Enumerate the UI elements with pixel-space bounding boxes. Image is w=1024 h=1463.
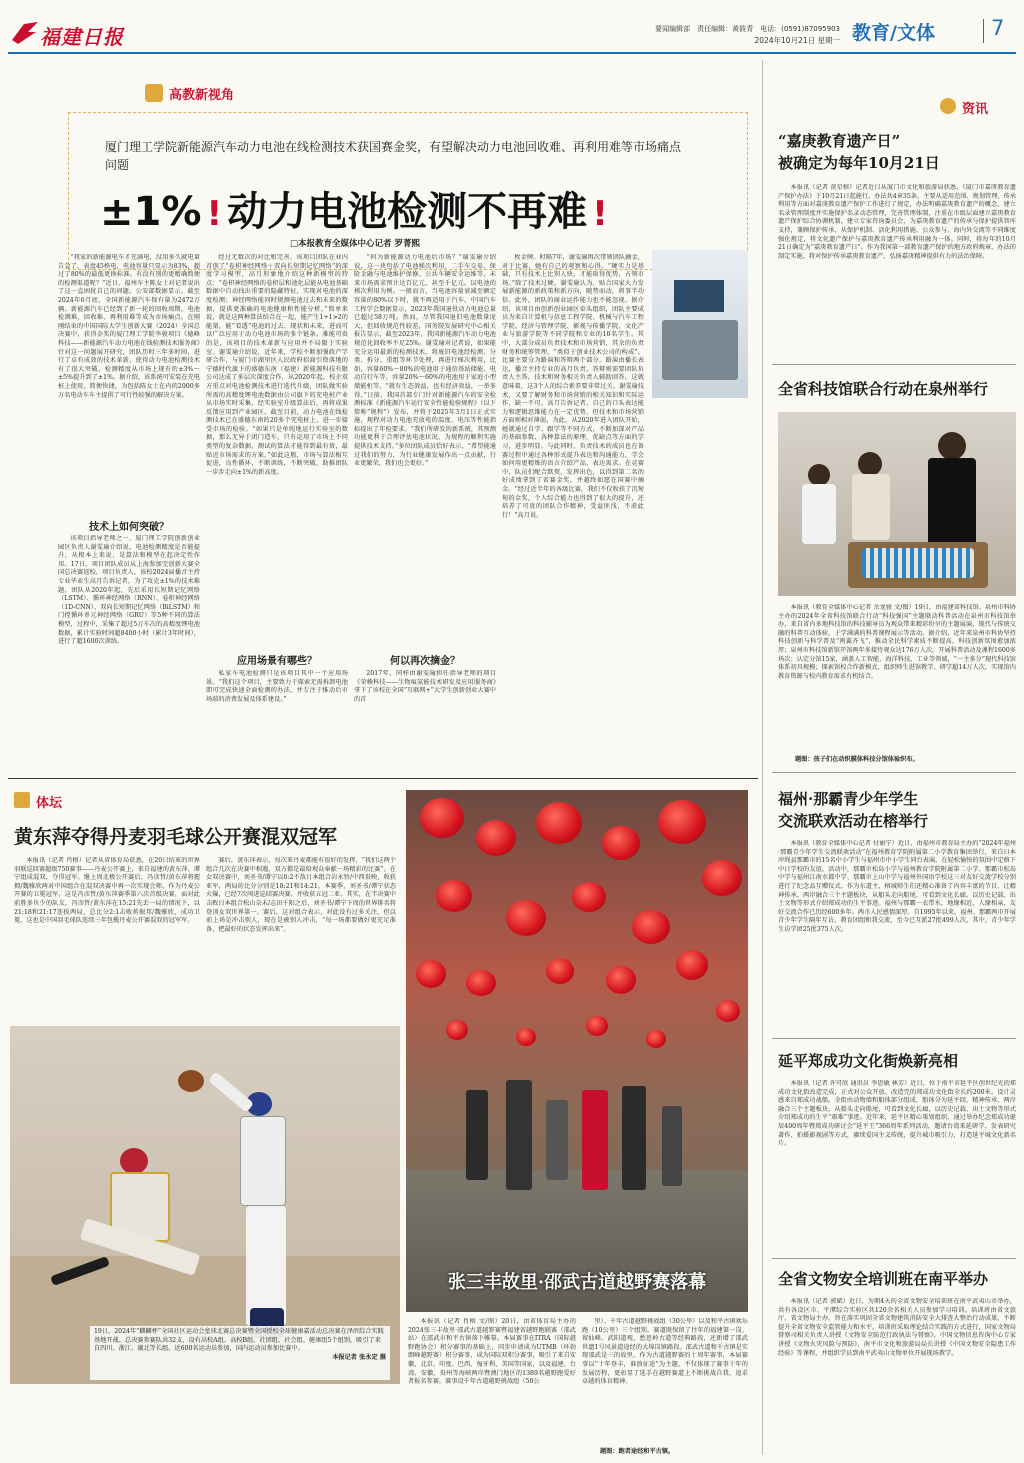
section-label: 教育/文体 (852, 22, 935, 44)
lead-col1-heading: 技术上如何突破？ (89, 522, 169, 533)
lead-section-tag-text: 高教新视角 (169, 88, 235, 103)
masthead-rule (8, 52, 1016, 54)
sports-col1-text: 本报讯（记者 肖榕）记者从省体育局获悉，在20日结束的世界羽联巡回赛超级750赛事——丹麦公开赛上，来自福建的黄东萍、谭宁组成混双，夺得冠军。继上周北极公开赛后，冯彦哲/黄东萍将握拥/魏雅欣两对中国组合在混双决赛中再一次实现会师。作为丹麦公开赛的卫冕冠军，这是冯彦哲/黄东萍赛季第六次首级决赛，面对此前胜多负少的队友，冯彦哲/黄东萍在15:21先丢一局的情况下，以21:18和21:17连扳两局，总比分2:1击败蒋振邦/魏雅欣，成功卫冕，这也是中国羽毛球队连续三年包揽丹麦公开赛混双的冠军军。 (14, 857, 200, 925)
lantern (546, 958, 574, 984)
sports-col2-text: 赛后，黄东萍表示，每次来丹麦都能有很好的发挥，“我们这两个组合几次在决赛中相遇，双方都是最给观众奉献一场精彩的比赛”。在女双决赛中，刘圣书/谭宁以0:2不敌日本组合岩永铃/中西贵映，收获亚军，两局的比分分别是18:21和14:21。本赛季，刘圣书/谭宁状态火爆，已经7次闯进巡回赛决赛，并收获五冠二亚。其实，在半决赛中击败日本组合松山奈未/志田千阳之后，刘圣书/谭宁下周的世界排名将登顶女双世界第一。赛后，这对组合表示，对此没有过多关注，但以前上场是冲击别人，现在是被别人冲击，“每一场都要做好更充足准备，把最好的状态发挥出来”。 (206, 857, 396, 933)
lantern (658, 800, 706, 844)
runner (662, 1106, 682, 1186)
lead-col1b (58, 535, 200, 745)
runner-helmet (120, 1148, 148, 1174)
lead-headline (100, 180, 660, 235)
trail-col2-text: 里）、千年古道越野挑战组（30公里）以及和平古镇欢乐跑（10公里）三个组别。赛道既保留了往年的福建第一岗、留仙峰、武阳道观、愁思岭古道等经典路段，还新增了邵武世遗1号风景道途经的大埠岗镇路段。邵武古道和千古镇是实现邵武是三的故里，作为古道越野赛的十周年赛事，本届赛事以“十年登丰，谁浪征途”为主题，不仅体现了赛事十年的发展历程，更彰显了选手在越野赛道上不断挑战自我、追求卓越的体育精神。 (582, 1318, 748, 1386)
news-a2-body (778, 604, 1016, 754)
news-rule-4 (772, 1258, 1016, 1259)
news-a5-body (778, 1298, 1016, 1458)
lantern (676, 950, 708, 980)
page-number: 7 (991, 16, 1005, 40)
child-head (858, 452, 882, 476)
lantern (476, 820, 516, 856)
lead-col2-heading: 应用场景有哪些？ (237, 656, 317, 667)
sports-col1 (14, 857, 200, 1022)
baseball-caption (90, 1326, 390, 1380)
lead-col4 (502, 254, 644, 744)
trail-headline: 张三丰故里·邵武古道越野赛落幕 (447, 1272, 707, 1293)
news-a5-title: 全省文物安全培训班在南平举办 (778, 1270, 989, 1288)
lead-col2 (206, 254, 348, 646)
lead-col2-text: 经过无数次的对比和完善，该项目团队在业内首创了“卷积神经网络＋双向长短期记忆网络”的深度学习模型，高月形象地介绍这种新模型的特点：“卷积神经网络的卷积层和池化层能从电池基础数据中自动找出重要的隐藏特征，实现对电池的深度检测；神经网络能同时规测电池过去和未来的数据，提供更准确的电池健康和性能分析。”简单来说，就是这两种算法结合在一起，能产生1+1>2的能量，能“看透”电池的过去、现状和未来，进而可以广泛应用于动力电池市场的多个链条。难能可贵的是，该项目的技术革新与应用并不局限于实验室。谢雯瑜介绍说，近年来，学校不断加强政产学研合作，与厦门市湖里区人民政府招商引资落地的宁德时代旗下的盛德东南（福建）新能源科技有限公司达成了多层次深度合作，从2020年起，校企双方重点对电池检测技术进行选代升级，团队做实验所需的高精度锂电池数据由公司旗下的充电桩产业从市场实时采集，经实验室升级算法后，再将成果反馈应用到产业园区。截至目前，动力电池在线检测技术已在盛德东南的20多个充电桩上，进一步接受市场的检验。“如果只是单纯地运行实验室的数据，那么无异于闭门造车，只有运用了市场上不同类型的复杂数据，测试的算法才能得到最有效，最贴近市场需求的方案。”如此这般，市场与算法相互促进，良性循环，不断训练，不断突破，助推团队一步步走向±1%的新高度。 (206, 254, 348, 476)
lead-divider (8, 778, 758, 779)
lead-col2b-text: 私家车电池检测只是该项目其中一个应用场景。“我们这个项目，主要致力于探索无需拆卸电池即可完成快速全面检测的办法，并专注于推动后市场端的消费发展及体系建设。” (206, 670, 348, 703)
lantern (602, 826, 640, 860)
news-a3-title-2: 交流联欢活动在榕举行 (778, 812, 929, 830)
lantern (632, 910, 670, 944)
news-a2-body-text: 本报讯（教育全媒体中心记者 余龙骏 文/图）19日，由福建省科技馆、泉州市科协主办的2024年全省科技馆联合行动“科技强国”主题联动科普活动在泉州市科技馆举办，来自省内多地科技馆的科技辅导员为观众带来精彩纷呈的主题展演，现代与传统交融的科普互动体验，于学满满的科普课程展示等活动。据介绍，近年来泉州市科协坚持科技创新与科学普及“两翼齐飞”，推动全民科学素质不断提高，科技创新氛围愈加浓厚；泉州市科技馆新馆开馆两年多接待观众达176万人次，开展科普活动及课程1600多场次；认定分馆15家，涵盖人工智能、海洋科技、工业等领域，“一主多分”现代科技馆体系初具规模；探索馆校合作新模式，组织师生进馆教学、研学超14万人次，实现馆内教育资源与校内教育需求有机结合。 (778, 604, 1016, 680)
trail-caption: 题图：跑者途经和平古镇。 (600, 1448, 675, 1455)
headline-prefix: ±1% (100, 189, 202, 235)
headline-bang-2: ! (592, 194, 608, 234)
adult (928, 458, 976, 548)
lantern (506, 900, 546, 936)
lantern (716, 1000, 740, 1022)
child (802, 484, 836, 544)
news-a4-body-text: 本报讯（记者 许可欣 通讯员 李思敏 林芳）近日，位于南平市延平区创世纪光的郑成功文化街改造完成，正式对公众开放。改造完的郑成功文化街全长约200米，设计灵感来自郑成功战船。全街由动物墙和船体部分组成，船体分为延平回，精神传承、两岸融合三个主题板块，从船头走向船尾，可看到文化长廊，以历史记载、出土文物等形式介绍郑成功的生平“艰难”事迹。近年来，延平区精心策划组织，通过举办纪念郑成功诞辰400周年暨郑成功研讨会“延平王”366周年系列活动，邀请台湾来延研学、发表研究著作、拍摄影视剧等方式，赓续爱国主义传统，提升城市吸引力，打造延平城文化新名片。 (778, 1080, 1016, 1148)
baseball-photo (10, 1026, 400, 1384)
news-a2-caption: 题图：孩子们在动织膜体科技分馆体验织布。 (795, 756, 919, 763)
adult-head (938, 432, 966, 460)
news-a3-body (778, 840, 1016, 1030)
page-divider (983, 19, 984, 43)
baseball-caption-text: 19日，2024年“麒麟杯”全国社区运动会垒球北赛总决赛暨全国授校全球健康嘉活动总决赛在泽滨综合实践基地开战。总决赛参赛队共32支，设有高校A组、高校B组、社团组、社会组、健康组5个组别，吸引了来自四川、浙江、湖北等长组，近600名运动员参加，国内运动员参加比赛中。 (94, 1328, 384, 1353)
lantern (466, 970, 496, 996)
book-icon (145, 84, 163, 102)
lead-col1-text: “我家的新能源电车才充满电，没用多久就电量告急了，表盘45格电，电池容量只显示为83%，超过了80%的最低更换标准。有没有别的更精确简便的检测渠道呢？”近日，福州车主陈女士对记者说出了这一直困扰自己的问题。公安部数据显示，截至2024年6月底，全国新能源汽车保有量为2472万辆。新能源汽车已经到了新一轮的回收周期，电池检测难、回收难、再利用难等成为市场痛点。在刚刚结束的中国国际大学生创新大赛（2024）全国总决赛中，获得金奖的厦门理工学院李骏项目《德峰科技——新能源汽车动力电池在线检测技术服务商》针对这一问题展开研究，团队历时三年多时间，进行了卓有成效的技术革新，使得动力电池检测技术有了很大突破，检测精度从市场上现有的±3%～±5%提升到了±1%。据介绍，该系统可安装在充电桩上使用，简便快捷，为包括陈女士在内的2000多万名电动车车主提供了可行性较强的解决方案。 (58, 254, 200, 399)
sports-col2 (206, 857, 396, 1022)
news-a3-title-1: 福州·那霸青少年学生 (778, 790, 919, 808)
logo-text: 福建日报 (40, 25, 124, 49)
lantern (646, 1030, 666, 1048)
lantern (436, 880, 472, 912)
lead-col4-text: 枚金牌。时隔7年，谢雯瑜再次带领团队摘金，对于比赛，她有自己的观察和心得。“硬实力是基础，只有技术上比别人快，才能取得优势，占领市场。”除了技术过硬，谢雯瑜认为，贴合国家大力发展新能源的新政策和新方向，随势而动，将事半功倍。此外，团队的商业运作能力也不能忽视。据介绍，该项目由创新创业园区牵头组织，团队主要成员为来自计算机与信息工程学院、机械与汽车工程学院、经济与管理学院、影视与传播学院、文化产业与旅游学院等不同学院和专业的10名学生。其中，大部分成员负责技术和市场营销，其余的负责财务和统筹管理，“类似于创业技术公司的构成”。比赛主要分为路演和答辩两个部分，路演由播长表达，播音主持专业的高月负责，答辩则需要团队负责人主答，技术和财务相关负责人辅助回答。这就意味着，这3个人的综合素养要非常过关。谢雯瑜技术，又要了解财务和市场营销的相关知识和实际运作，缺一不可。高月告诉记者，自己的口头表达能力和逻辑思维能力在一定优势，但技术和市场营销方面则相对薄弱，为此，从2020年进入团队开始，她就通过自学、跟学等不同方式，不断加深对产品的基础参数、各种算法的原理，优缺点等方面的学习，进步明显。与此同时，负责技术的成员也在备赛过程中通过各种形式提升表达和沟通能力，学会如何用更精炼的语言介绍产品，表达需求。在竞赛中，队员们配合默契，发挥出色，以得到第二名的好成绩拿到了省赛金奖，并越终如愿在国赛中摘金。“经过近半年的各级比赛，我们不仅收获了沉甸甸的金奖，个人综合能力也得到了很大的提升，还培养了可贵的团队合作精神，受益匪浅，不虚此行！”高月说。 (502, 254, 644, 519)
sports-section-tag-text: 体坛 (36, 796, 63, 811)
fielder-body (240, 1116, 286, 1206)
runner (582, 1090, 608, 1190)
trail-col1 (408, 1318, 576, 1458)
date-line: 2024年10月21日 星期一 (754, 36, 840, 45)
lantern (516, 1028, 536, 1046)
lantern (536, 802, 582, 844)
news-a3-title (778, 788, 1016, 832)
lantern (606, 966, 636, 994)
child-head (808, 464, 830, 486)
trophy-icon (14, 792, 30, 808)
news-rule-1 (772, 364, 1016, 365)
fielder-arm (208, 1071, 254, 1112)
lantern (416, 960, 446, 988)
headline-main: 动力电池检测不再难 (227, 189, 588, 235)
science-museum-photo (778, 412, 1016, 596)
trail-photo (406, 790, 748, 1312)
baseball-credit: 本报记者 张永定 摄 (332, 1353, 386, 1361)
news-a4-body (778, 1080, 1016, 1250)
lead-col1b-text: 该项目指导老师之一、厦门理工学院创新创业园区负责人谢雯瑜介绍说，电池检测精度是否能提升，从根本上来说，是算法和模型在起决定性作用。17日，项目团队成员从上海参加完创新大赛全国总决赛返校，项目负责人、该校2024届播音主持专业毕业生高月告诉记者，为了攻克±1%的技术难题，团队从2020年起，先后采用长短期记忆网络（LSTM）、循环神经网络（RNN）、卷积神经网络（1D-CNN）、双向长短期记忆网络（BiLSTM）和门控循环单元神经网络（GRU）等5种不同的算法模型，过程中，采集了超过5万车次的高精度锂电池数据，累计实验时间超8400小时（累计3年时间），进行了超1600次训练。 (58, 535, 200, 646)
masthead (0, 0, 1024, 52)
lead-subtitle: 厦门理工学院新能源汽车动力电池在线检测技术获国赛金奖，有望解决动力电池回收难、再利用难等市场痛点问题 (105, 140, 682, 172)
lantern (420, 798, 464, 838)
lead-col3-text: “何为新能源动力电池后市场？”谢雯瑜介绍说，这一块包括了电池梯次利用、二手车交易、保险金融与电池维护保修、公共车辆安全运维等，未来市场需求预计达百亿元，甚至千亿元。以电池的梯次利用为例。一般而言，当电池容量衰减至额定容量的80%以下时，就不再适用于汽车。中国汽车工程学会数据显示，2023年我国退役动力电池总量已超过58万吨。然而，尽管我国退旧电池数量庞大，但回收规范性较差，国务院发展研究中心相关报告显示，截至2023年，我国新能源汽车动力电池规范化回收率不足25%。谢雯瑜对记者说，如果能充分运用最新的检测技术，将废旧电池经检测、分类、拆分、重组等环节处理，再进行梯次利用，比如，容量60%～80%的电池用于通信基站储能、电动自行车等，容量20%～60%的电池用于家庭小型储能柜等，“就有生态效益，也有经济效益，一举多得。”日前，我国首部专门针对新能源汽车的安全检测标准《新能源汽车运行安全性能检验规程》（以下简称“规程”）发布，并将于2025年3月1日正式实施，规程对动力电池充放电的温度、电压等性能指标提出了年检要求。“我们所研发的新系统，其预测功能更利于合理评估电池状况，为规程的顺利实施提供技术支持。”多位团队成员恰好表示，“希望能通过我们的努力，为行业健康发展作出一点贡献，行业更繁荣，我们也会更好。” (354, 254, 496, 468)
news-a1-body (778, 184, 1016, 356)
news-a2-title: 全省科技馆联合行动在泉州举行 (778, 380, 989, 398)
news-section-tag-text: 资讯 (962, 102, 989, 117)
lead-photo-screen (674, 280, 724, 312)
lead-col3 (354, 254, 496, 646)
news-a5-body-text: 本报讯（记者 郭斌）近日，为期4天的全省文物安全培训班在南平武夷山市举办，共有各设区市、平潭综合实验区共120余名相关人员参加学习培训。培训班由省文旅厅、省文物局主办，旨在落实巩固全省文物建筑消防安全大排查大整治行动成果，不断提升全省文物安全监管能力和水平。培训班采取理论结合实践的方式进行，国家文物局督察司相关负责人讲授《文物安全防范行政执法与督察》，中国文物信息咨询中心专家讲授《文物火灾风险与预防》，南平市文化和旅游局局长讲授《中国文物安全隐患工作经验》等课程，并组织学员到南平武夷山文物单位开展现场教学。 (778, 1298, 1016, 1357)
lead-photo-equipment (662, 320, 738, 380)
loom-threads (862, 548, 974, 578)
news-a1-body-text: 本报讯（记者 黄星榕）记者近日从厦门市文化和旅游局获悉，《厦门市嘉庚教育遗产保护办法》于10月21日起施行。办法共4章35条，主要从适用范围、规划管理、传承利用等方面对嘉庚教育遗产保护工作进行了规定，办法明确嘉庚教育遗产的概念，建立名录管理制度并实施保护名录动态管理，完善管理体制，注重在市级层面建立嘉庚教育遗产保护综合协调机制，建立专家咨询委员会，为嘉庚教育遗产的传承与保护提供智库支持，兼顾保护传承，从保护机制、活化利用措施、公众参与、海内外交流等不同维度强化规定，将文化遗产保护与嘉庚教育遗产传承利用融为一体。同时，将每年的10月21日确定为“嘉庚教育遗产日”。作为我国第一部教育遗产保护的地方政府规章，办法的制定实施，将对保护传承嘉庚教育遗产、弘扬嘉庚精神提供有力的法治保障。 (778, 184, 1016, 260)
headline-bang-1: ! (206, 194, 223, 234)
runner (506, 1080, 532, 1190)
child (852, 474, 890, 540)
runner (466, 1090, 488, 1180)
news-rule-3 (772, 1038, 1016, 1039)
lantern (446, 1020, 468, 1040)
lead-col3-heading: 何以再次摘金？ (390, 656, 460, 667)
news-a4-title: 延平郑成功文化街焕新亮相 (778, 1052, 959, 1070)
runner (546, 1100, 568, 1180)
runner (622, 1086, 646, 1190)
lead-col3b (354, 670, 496, 745)
lantern (586, 1016, 608, 1036)
lantern (702, 860, 742, 896)
news-a1-title-2: 被确定为每年10月21日 (778, 154, 940, 172)
logo-flag-icon (10, 20, 40, 46)
megaphone-icon (940, 98, 956, 114)
editor-line: 要闻编辑部 责任编辑：黄筱青 电话：(0591)87095903 (655, 25, 840, 33)
lead-col1 (58, 254, 200, 516)
logo (10, 20, 128, 49)
lantern (572, 882, 606, 912)
sports-headline: 黄东萍夺得丹麦羽毛球公开赛混双冠军 (14, 826, 338, 848)
right-col-rule (762, 60, 763, 1455)
trail-col1-text: 本报讯（记者 肖榕 文/图）20日，由省体育局主办的2024张三丰故里·邵武古道越野赛暨福建省越野跑联赛（邵武站）在邵武市和平古镇落下帷幕。本届赛事在ITRA（国际越野跑协会）积分赛事的基础上，同步申请成为UTMB（环勃朗峰越野赛）积分赛事，成为国际双积分赛事，吸引了来自安徽、北京、印度、巴西、匈牙利、美国等国家，以及福建、台湾、安徽、贵州等海峡两岸暨澳门地区的1389名越野跑爱好者报名参赛。赛事设千年古道越野挑战组（50公 (408, 1318, 576, 1386)
news-rule-2 (772, 772, 1016, 773)
news-a1-title (778, 130, 1016, 174)
lead-col3b-text: 2017年，同样由谢雯瑜担任指导老师的项目《荣赖科技——生物痕氨能技术研发及应用服务商》拿下了该校在全国“互联网+”大学生创新创业大赛中的首 (354, 670, 496, 703)
lead-photo (652, 250, 748, 398)
fielder-glove (178, 1070, 204, 1092)
lead-col2b (206, 670, 348, 745)
news-a1-title-1: “嘉庚教育遗产日” (778, 132, 901, 150)
lead-byline: □本报教育全媒体中心记者 罗菁熙 (290, 239, 420, 249)
news-a3-body-text: 本报讯（教育全媒体中心记者 付丽宁）近日，由福州市教育局主办的“2024年福州·那霸青少年学生交流联欢活动”在福州教育学院附属第二小学教育集团举行，来自日本冲绳县那霸市的15名中小学生与福州市中小学生同台表演，在轻松愉快的氛围中定格下中日学校的友谊。活动中，那霸市松岛小学与福州教育学院附属第二小学、那霸市松岛中学与福州江南水都中学、那霸市上山中学与福州外国语学校这三对友好交流学校分别进行了纪念品互赠仪式。作为东道主，榕城师生们还精心准备了内容丰富的节目，让精神传承、两岸融合三个主题板块，从船头走向船尾，可看到文化长廊。以历史记载、出土文物等形式介绍郑成功的生平事迹。福州与那霸一衣带水，地缘相近，人缘相亲，友好交流合作已历经600多年。两市人民感情深厚。自1995年以来，福州、那霸两市开展青少年学生隔年互访，教育团组和我交流，至今已互派27批499人次，其中，青少年学生访学团25批375人次。 (778, 840, 1016, 933)
trail-col2 (582, 1318, 748, 1446)
